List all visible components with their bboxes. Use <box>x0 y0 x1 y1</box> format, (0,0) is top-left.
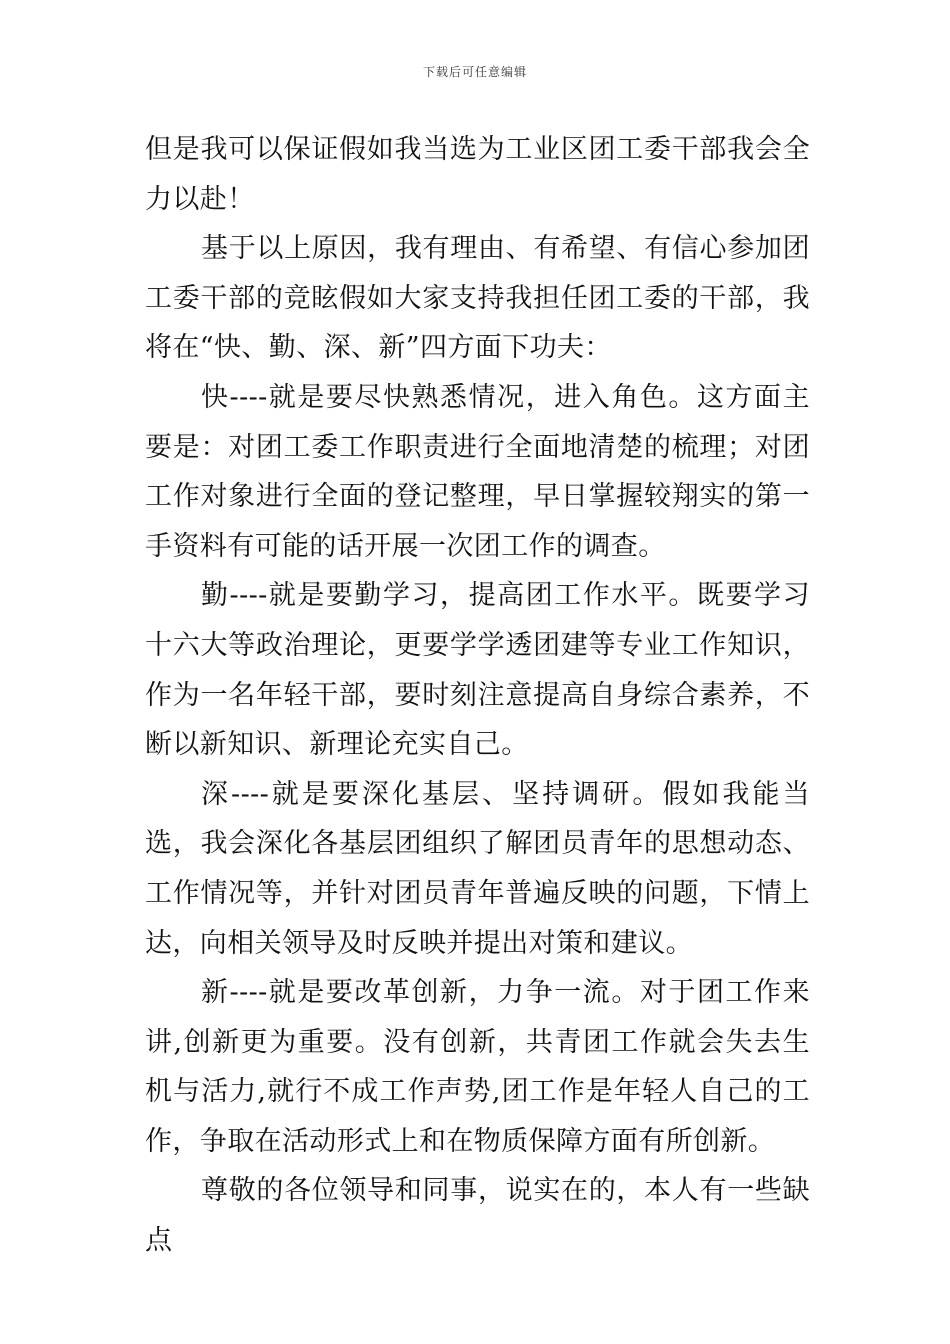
page-header: 下载后可任意编辑 <box>422 65 527 79</box>
paragraph-1: 但是我可以保证假如我当选为工业区团工委干部我会全力以赴！ <box>145 134 810 215</box>
paragraph-2: 基于以上原因，我有理由、有希望、有信心参加团工委干部的竞眩假如大家支持我担任团工委的干部，我将在“快、勤、深、新”四方面下功夫： <box>145 233 810 364</box>
paragraph-7: 尊敬的各位领导和同事，说实在的，本人有一些缺点 <box>145 1175 810 1257</box>
paragraph-3: 快----就是要尽快熟悉情况，进入角色。这方面主要是：对团工委工作职责进行全面地清楚的梳理；对团工作对象进行全面的登记整理，早日掌握较翔实的第一手资料有可能的话开展一次团工作的调查。 <box>145 381 810 562</box>
paragraph-4: 勤----就是要勤学习，提高团工作水平。既要学习十六大等政治理论，更要学学透团建等专业工作知识，作为一名年轻干部，要时刻注意提高自身综合素养，不断以新知识、新理论充实自己。 <box>145 580 810 761</box>
paragraph-5: 深----就是要深化基层、坚持调研。假如我能当选，我会深化各基层团组织了解团员青年的思想动态、工作情况等，并针对团员青年普遍反映的问题，下情上达，向相关领导及时反映并提出对策和建议。 <box>145 778 810 959</box>
document-body <box>145 125 810 1266</box>
paragraph-6: 新----就是要改革创新，力争一流。对于团工作来讲,创新更为重要。没有创新，共青团工作就会失去生机与活力,就行不成工作声势,团工作是年轻人自己的工作，争取在活动形式上和在物质保障方面有所创新。 <box>145 977 810 1157</box>
